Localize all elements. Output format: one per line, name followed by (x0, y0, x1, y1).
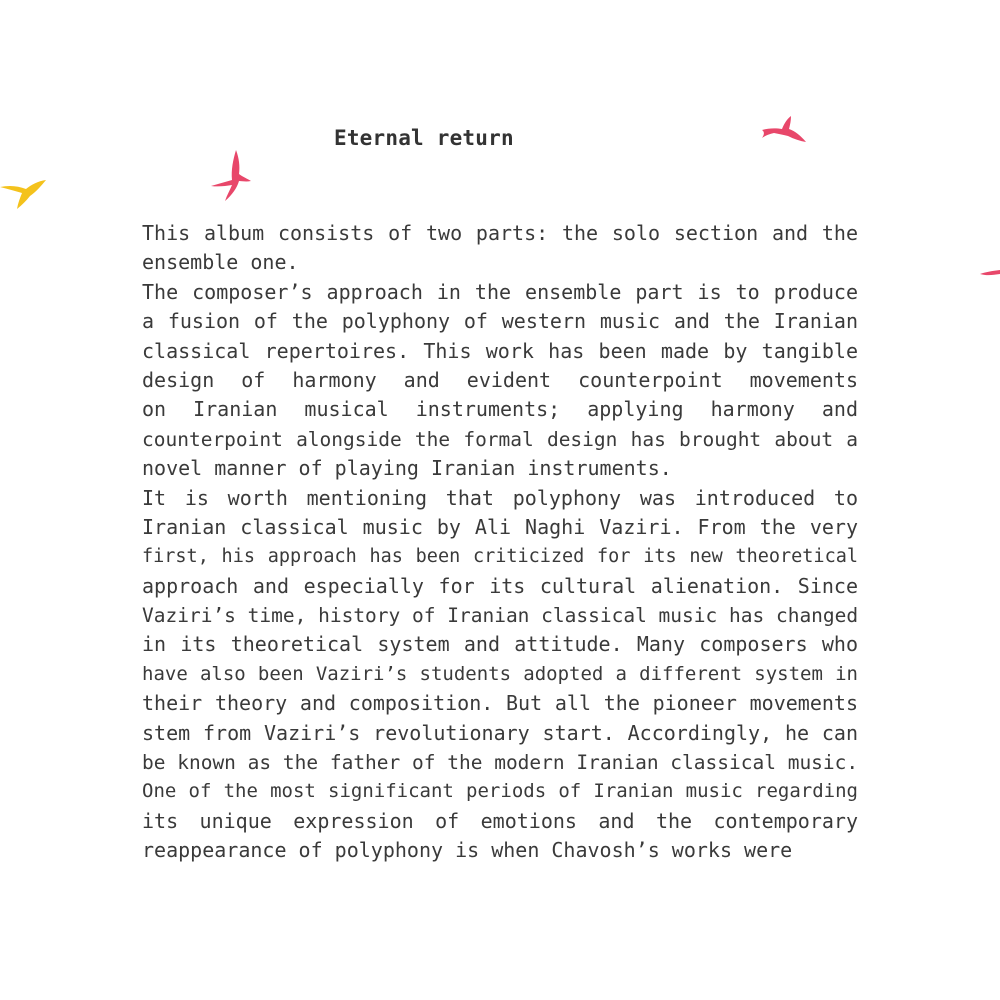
text-line: Vaziri’s time, history of Iranian classical music has changed (142, 604, 858, 628)
text-line: in its theoretical system and attitude. Many composers who (142, 632, 858, 657)
text-line: approach and especially for its cultural alienation. Since (142, 573, 858, 598)
yellow-bird-icon (0, 176, 48, 210)
page-title: Eternal return (334, 126, 514, 150)
text-line: It is worth mentioning that polyphony was introduced to (142, 485, 858, 510)
pink-bird-icon (760, 114, 808, 146)
text-line: novel manner of playing Iranian instruments. (142, 456, 672, 481)
pink-bird-icon (980, 268, 1000, 280)
text-line: be known as the father of the modern Iranian classical music. (142, 751, 858, 775)
text-line: their theory and composition. But all the pioneer movements (142, 691, 858, 716)
body-text (142, 219, 858, 866)
text-line: classical repertoires. This work has been made by tangible (142, 338, 858, 363)
text-line: This album consists of two parts: the solo section and the (142, 221, 858, 245)
text-line: first, his approach has been criticized for its new theoretical (142, 546, 858, 568)
text-line: on Iranian musical instruments; applying harmony and (142, 397, 858, 422)
text-line: design of harmony and evident counterpoint movements (142, 367, 858, 392)
text-line: reappearance of polyphony is when Chavosh’s works were (142, 838, 793, 863)
paragraph (142, 278, 858, 484)
text-line: The composer’s approach in the ensemble part is to produce (142, 279, 858, 304)
text-line: have also been Vaziri’s students adopted a different system in (142, 662, 858, 685)
text-line: its unique expression of emotions and the contemporary (142, 808, 858, 833)
paragraph (142, 484, 858, 778)
paragraph (142, 219, 858, 278)
text-line: counterpoint alongside the formal design has brought about a (142, 427, 858, 451)
text-line: stem from Vaziri’s revolutionary start. Accordingly, he can (142, 720, 858, 745)
paragraph (142, 777, 858, 865)
text-line: ensemble one. (142, 250, 299, 275)
pink-bird-icon (208, 148, 254, 204)
text-line: a fusion of the polyphony of western music and the Iranian (142, 309, 858, 334)
text-line: One of the most significant periods of Iranian music regarding (142, 780, 858, 803)
text-line: Iranian classical music by Ali Naghi Vaziri. From the very (142, 514, 858, 539)
